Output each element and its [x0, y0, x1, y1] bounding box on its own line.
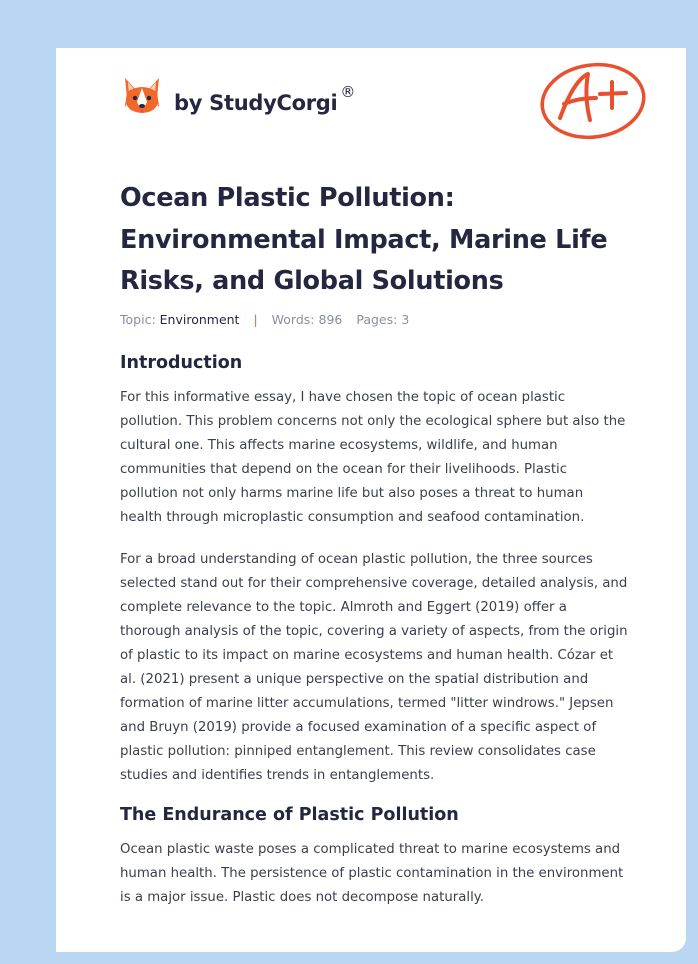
essay-meta	[120, 312, 409, 327]
words-value: 896	[318, 312, 343, 327]
grade-a-plus-icon	[538, 60, 648, 140]
topic-link[interactable]: Environment	[159, 312, 240, 327]
pages-value: 3	[401, 312, 410, 327]
pages-label: Pages:	[356, 312, 398, 327]
essay-body	[120, 353, 628, 910]
paragraph: For this informative essay, I have chosen the topic of ocean plastic pollution. This problem concerns not only the ecological sphere but also the cultural one. This affects marine ecosystems, wildlife, and human communities that depend on the ocean for their livelihoods. Plastic pollution not only harms marine life but also poses a threat to human health through microplastic consumption and seafood contamination.	[120, 390, 626, 525]
corgi-logo-icon	[122, 76, 162, 120]
document-page	[56, 48, 686, 952]
words-label: Words:	[271, 312, 315, 327]
meta-separator: |	[253, 312, 258, 327]
section-heading-introduction: Introduction	[120, 353, 243, 373]
section-heading-endurance: The Endurance of Plastic Pollution	[120, 805, 459, 825]
brand-name: by StudyCorgi ®	[174, 83, 356, 115]
paragraph: For a broad understanding of ocean plastic pollution, the three sources selected stand out for their comprehensive coverage, detailed analysis, and complete relevance to the topic. Almroth and Eggert (2019) offer a thorough analysis of the topic, covering a variety of aspects, from the origin of plastic to its impact on marine ecosystems and human health. Cózar et al. (2021) present a unique perspective on the spatial distribution and formation of marine litter accumulations, termed "litter windrows." Jepsen and Bruyn (2019) provide a focused examination of a specific aspect of plastic pollution: pinniped entanglement. This review consolidates case studies and identifies trends in entanglements.	[120, 552, 628, 783]
registered-mark: ®	[340, 83, 356, 101]
paragraph: Ocean plastic waste poses a complicated threat to marine ecosystems and human health. The persistence of plastic contamination in the environment is a major issue. Plastic does not decompose naturally.	[120, 842, 624, 905]
essay-title: Ocean Plastic Pollution: Environmental Impact, Marine Life Risks, and Global Solutions	[120, 183, 608, 296]
topic-label: Topic:	[120, 312, 156, 327]
brand-header[interactable]	[122, 76, 355, 120]
